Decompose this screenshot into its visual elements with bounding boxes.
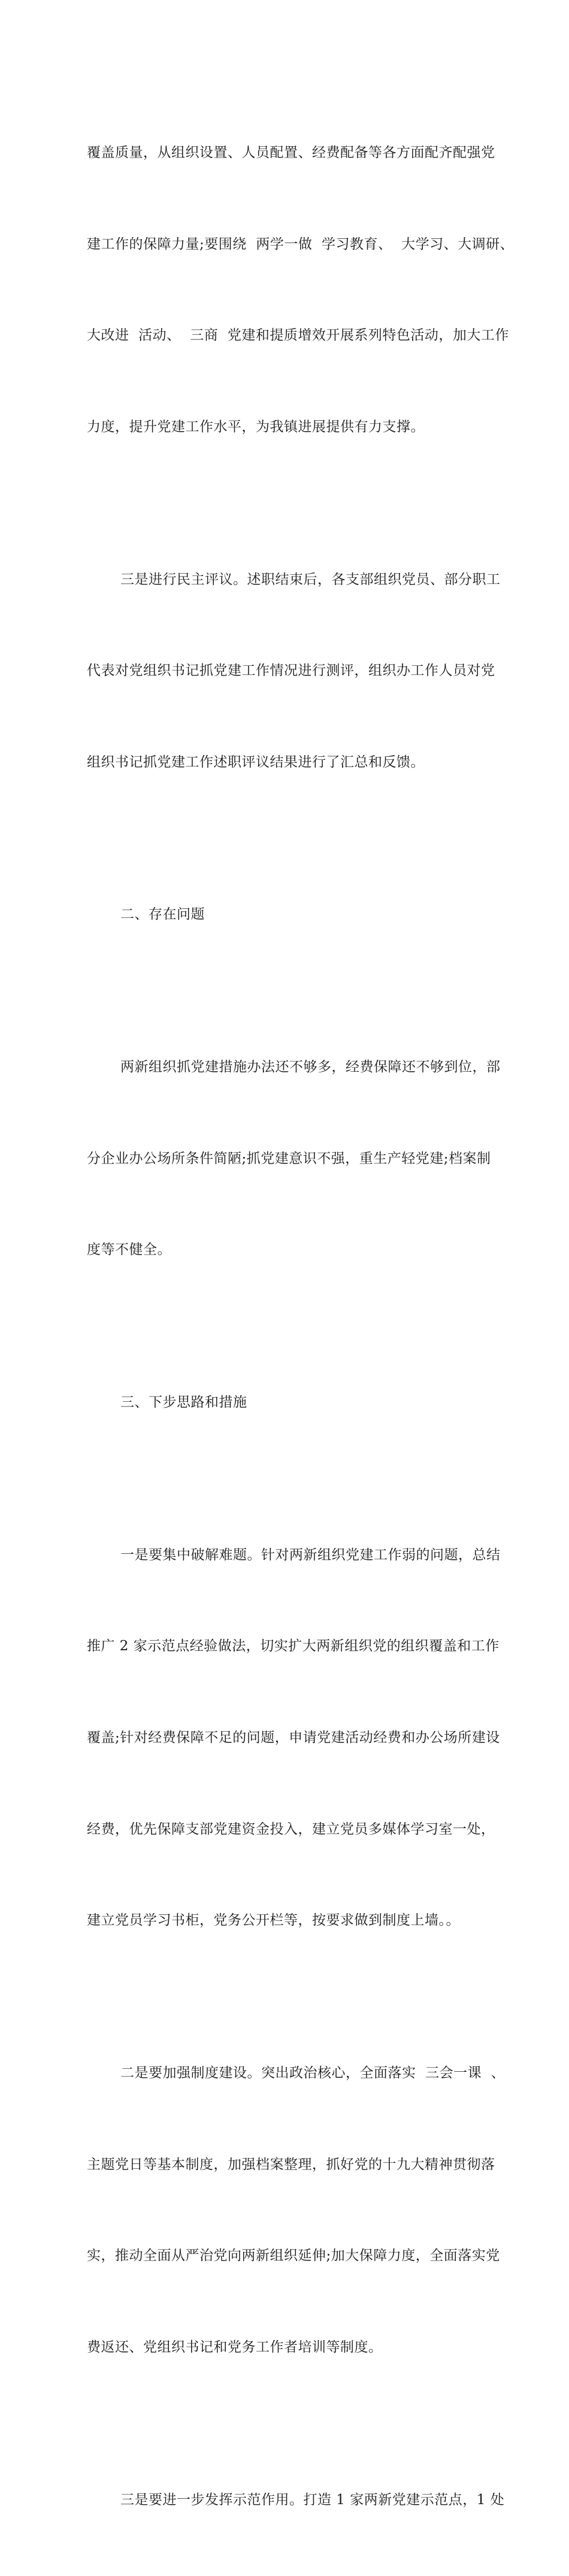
text-line: 代表对党组织书记抓党建工作情况进行测评，组织办工作人员对党	[87, 663, 495, 679]
text-line: 费返还、党组织书记和党务工作者培训等制度。	[87, 2339, 383, 2356]
heading-text: 三、下步思路和措施	[120, 1394, 247, 1410]
section-heading-next-steps	[87, 1326, 494, 1479]
text-line: 覆盖质量，从组织设置、人员配置、经费配备等各方面配齐配强党	[87, 144, 495, 160]
text-line: 覆盖;针对经费保障不足的问题，申请党建活动经费和办公场所建设	[87, 1729, 500, 1745]
text-line: 二是要加强制度建设。突出政治核心，全面落实 三会一课 、	[120, 2065, 506, 2081]
heading-text: 二、存在问题	[120, 907, 205, 923]
text-line: 大改进 活动、 三商 党建和提质增效开展系列特色活动，加大工作	[87, 328, 509, 344]
text-line: 度等不健全。	[87, 1242, 171, 1258]
paragraph-4	[87, 1479, 501, 1997]
text-line: 两新组织抓党建措施办法还不够多，经费保障还不够到位，部	[120, 1059, 501, 1075]
text-line: 三是要进一步发挥示范作用。打造 1 家两新党建示范点，1 处	[120, 2492, 505, 2508]
section-heading-problems	[87, 839, 494, 992]
text-line: 分企业办公场所条件简陋;抓党建意识不强，重生产轻党建;档案制	[87, 1150, 491, 1166]
paragraph-2	[87, 504, 501, 839]
text-line: 建工作的保障力量;要围绕 两学一做 学习教育、 大学习、大调研、	[87, 236, 514, 252]
text-line: 主题党日等基本制度，加强档案整理，抓好党的十九大精神贯彻落	[87, 2156, 495, 2172]
paragraph-3	[87, 991, 501, 1326]
text-line: 实，推动全面从严治党向两新组织延伸;加大保障力度，全面落实党	[87, 2248, 500, 2264]
text-line: 推广 2 家示范点经验做法，切实扩大两新组织党的组织覆盖和工作	[87, 1638, 500, 1654]
paragraph-1	[87, 77, 514, 504]
paragraph-6	[87, 2424, 505, 2576]
text-line: 三是进行民主评议。述职结束后，各支部组织党员、部分职工	[120, 571, 501, 587]
text-line: 一是要集中破解难题。针对两新组织党建工作弱的问题，总结	[120, 1547, 501, 1563]
document-body	[87, 77, 514, 2576]
text-line: 组织书记抓党建工作述职评议结果进行了汇总和反馈。	[87, 754, 425, 770]
text-line: 经费，优先保障支部党建资金投入，建立党员多媒体学习室一处，	[87, 1821, 495, 1837]
text-line: 力度，提升党建工作水平，为我镇进展提供有力支撑。	[87, 419, 425, 435]
paragraph-5	[87, 1997, 506, 2424]
text-line: 建立党员学习书柜，党务公开栏等，按要求做到制度上墙。。	[87, 1913, 460, 1929]
